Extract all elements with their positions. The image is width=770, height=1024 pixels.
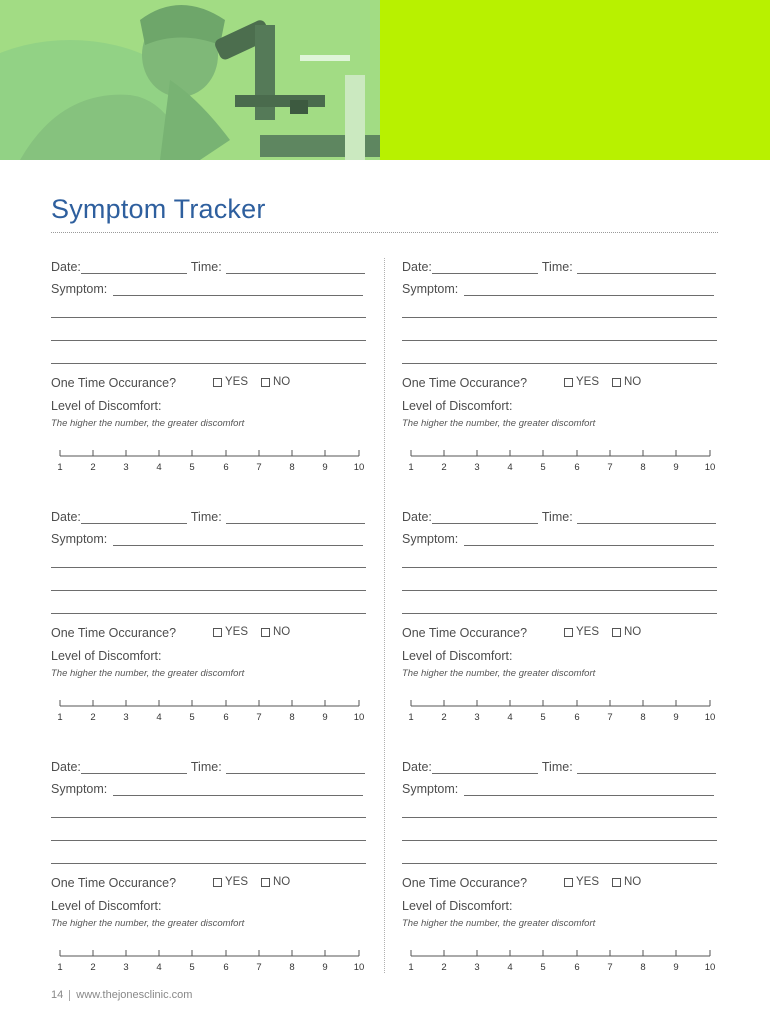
time-label: Time:	[190, 760, 222, 774]
scale-number[interactable]: 2	[441, 962, 447, 973]
scale-number[interactable]: 5	[540, 462, 546, 473]
scale-number[interactable]: 10	[353, 462, 365, 473]
symptom-field[interactable]	[464, 782, 714, 796]
time-label: Time:	[541, 510, 573, 524]
page-number: 14	[51, 989, 64, 1001]
discomfort-scale[interactable]	[402, 445, 717, 475]
scale-number[interactable]: 5	[540, 962, 546, 973]
scale-number[interactable]: 3	[123, 962, 129, 973]
scale-number[interactable]: 10	[704, 712, 716, 723]
scale-number[interactable]: 7	[607, 712, 613, 723]
footer-url[interactable]: www.thejonesclinic.com	[76, 989, 193, 1001]
time-label: Time:	[541, 260, 573, 274]
title-divider	[51, 232, 718, 233]
date-field[interactable]	[81, 260, 187, 274]
occurrence-label: One Time Occurance?	[51, 626, 177, 640]
no-label: NO	[624, 626, 642, 638]
scale-number[interactable]: 10	[704, 462, 716, 473]
page-footer	[51, 989, 192, 1001]
no-label: NO	[624, 876, 642, 888]
scale-number[interactable]: 4	[156, 962, 162, 973]
scale-number[interactable]: 1	[57, 962, 63, 973]
discomfort-label: Level of Discomfort:	[402, 399, 513, 413]
scale-number[interactable]: 5	[189, 462, 195, 473]
yes-option[interactable]	[213, 876, 248, 888]
header-banner	[0, 0, 770, 160]
time-field[interactable]	[226, 510, 365, 524]
symptom-notes-line[interactable]	[51, 567, 366, 568]
symptom-label: Symptom:	[51, 782, 108, 796]
scale-number[interactable]: 2	[90, 712, 96, 723]
time-field[interactable]	[577, 760, 716, 774]
scale-number[interactable]: 7	[607, 962, 613, 973]
symptom-field[interactable]	[464, 282, 714, 296]
column-divider	[384, 258, 385, 973]
symptom-entry	[51, 760, 366, 980]
symptom-notes-line[interactable]	[402, 567, 717, 568]
no-checkbox[interactable]	[612, 878, 621, 887]
scale-number[interactable]: 8	[640, 462, 646, 473]
yes-checkbox[interactable]	[213, 628, 222, 637]
symptom-notes-line[interactable]	[402, 363, 717, 364]
scale-number[interactable]: 7	[607, 462, 613, 473]
scale-number[interactable]: 1	[408, 962, 414, 973]
scale-number[interactable]: 5	[540, 712, 546, 723]
date-field[interactable]	[432, 510, 538, 524]
occurrence-row	[51, 376, 366, 392]
discomfort-hint: The higher the number, the greater discomfort	[402, 418, 596, 429]
date-label: Date:	[51, 760, 81, 774]
scale-number[interactable]: 3	[474, 462, 480, 473]
symptom-label: Symptom:	[51, 282, 108, 296]
discomfort-scale[interactable]	[51, 695, 366, 725]
scale-number[interactable]: 6	[574, 712, 580, 723]
discomfort-scale[interactable]	[402, 945, 717, 975]
scale-number[interactable]: 9	[322, 462, 328, 473]
symptom-field[interactable]	[464, 532, 714, 546]
scale-number[interactable]: 1	[57, 712, 63, 723]
date-label: Date:	[402, 260, 432, 274]
no-label: NO	[273, 876, 291, 888]
scale-number[interactable]: 8	[640, 962, 646, 973]
scale-number[interactable]: 5	[189, 962, 195, 973]
discomfort-hint: The higher the number, the greater discomfort	[402, 918, 596, 929]
yes-label: YES	[225, 876, 249, 888]
symptom-notes-line[interactable]	[402, 613, 717, 614]
yes-option[interactable]	[213, 626, 248, 638]
scale-number[interactable]: 9	[673, 962, 679, 973]
scale-number[interactable]: 10	[353, 712, 365, 723]
scale-number[interactable]: 1	[408, 712, 414, 723]
symptom-notes-line[interactable]	[51, 340, 366, 341]
scale-number[interactable]: 3	[123, 712, 129, 723]
scale-number[interactable]: 4	[507, 462, 513, 473]
footer-separator	[69, 990, 70, 1001]
time-label: Time:	[190, 260, 222, 274]
symptom-label: Symptom:	[402, 532, 459, 546]
scale-number[interactable]: 3	[474, 962, 480, 973]
occurrence-row	[51, 626, 366, 642]
symptom-entry	[51, 510, 366, 730]
date-label: Date:	[402, 510, 432, 524]
occurrence-label: One Time Occurance?	[402, 626, 528, 640]
no-label: NO	[624, 376, 642, 388]
discomfort-hint: The higher the number, the greater discomfort	[51, 668, 245, 679]
symptom-entry	[402, 260, 717, 480]
scale-number[interactable]: 9	[673, 712, 679, 723]
yes-option[interactable]	[564, 626, 599, 638]
yes-checkbox[interactable]	[564, 628, 573, 637]
date-field[interactable]	[81, 760, 187, 774]
no-option[interactable]	[261, 876, 290, 888]
no-checkbox[interactable]	[261, 628, 270, 637]
occurrence-row	[402, 626, 717, 642]
yes-option[interactable]	[564, 876, 599, 888]
no-option[interactable]	[612, 626, 641, 638]
time-field[interactable]	[226, 760, 365, 774]
yes-option[interactable]	[564, 376, 599, 388]
no-option[interactable]	[612, 376, 641, 388]
yes-label: YES	[225, 376, 249, 388]
occurrence-label: One Time Occurance?	[402, 376, 528, 390]
symptom-notes-line[interactable]	[402, 340, 717, 341]
date-label: Date:	[51, 510, 81, 524]
scale-number[interactable]: 7	[256, 462, 262, 473]
scientist-microscope-photo	[0, 0, 380, 160]
discomfort-label: Level of Discomfort:	[402, 899, 513, 913]
symptom-label: Symptom:	[51, 532, 108, 546]
scale-number[interactable]: 3	[123, 462, 129, 473]
yes-checkbox[interactable]	[213, 878, 222, 887]
no-option[interactable]	[261, 376, 290, 388]
symptom-notes-line[interactable]	[402, 863, 717, 864]
symptom-notes-line[interactable]	[51, 317, 366, 318]
discomfort-scale[interactable]	[402, 695, 717, 725]
symptom-field[interactable]	[113, 532, 363, 546]
scale-number[interactable]: 8	[289, 962, 295, 973]
symptom-notes-line[interactable]	[51, 863, 366, 864]
scale-number[interactable]: 4	[507, 962, 513, 973]
scale-number[interactable]: 4	[156, 712, 162, 723]
discomfort-hint: The higher the number, the greater discomfort	[402, 668, 596, 679]
symptom-notes-line[interactable]	[51, 613, 366, 614]
scale-number[interactable]: 10	[353, 962, 365, 973]
no-checkbox[interactable]	[612, 628, 621, 637]
time-field[interactable]	[577, 260, 716, 274]
occurrence-label: One Time Occurance?	[51, 876, 177, 890]
symptom-field[interactable]	[113, 282, 363, 296]
no-checkbox[interactable]	[261, 378, 270, 387]
no-option[interactable]	[612, 876, 641, 888]
scale-number[interactable]: 6	[223, 712, 229, 723]
time-label: Time:	[541, 760, 573, 774]
symptom-notes-line[interactable]	[402, 317, 717, 318]
discomfort-hint: The higher the number, the greater discomfort	[51, 418, 245, 429]
scale-number[interactable]: 10	[704, 962, 716, 973]
discomfort-label: Level of Discomfort:	[51, 649, 162, 663]
no-label: NO	[273, 376, 291, 388]
time-label: Time:	[190, 510, 222, 524]
scale-number[interactable]: 7	[256, 712, 262, 723]
time-field[interactable]	[226, 260, 365, 274]
scale-number[interactable]: 6	[574, 962, 580, 973]
yes-label: YES	[576, 376, 600, 388]
occurrence-label: One Time Occurance?	[402, 876, 528, 890]
yes-checkbox[interactable]	[564, 378, 573, 387]
scale-number[interactable]: 8	[640, 712, 646, 723]
symptom-notes-line[interactable]	[51, 817, 366, 818]
occurrence-row	[402, 376, 717, 392]
scale-number[interactable]: 3	[474, 712, 480, 723]
scale-number[interactable]: 8	[289, 712, 295, 723]
symptom-notes-line[interactable]	[402, 817, 717, 818]
discomfort-scale[interactable]	[51, 445, 366, 475]
occurrence-label: One Time Occurance?	[51, 376, 177, 390]
scale-number[interactable]: 8	[289, 462, 295, 473]
yes-label: YES	[576, 626, 600, 638]
yes-checkbox[interactable]	[564, 878, 573, 887]
scale-number[interactable]: 6	[574, 462, 580, 473]
scale-number[interactable]: 7	[256, 962, 262, 973]
symptom-entry	[402, 760, 717, 980]
scale-number[interactable]: 4	[156, 462, 162, 473]
scale-number[interactable]: 6	[223, 462, 229, 473]
yes-checkbox[interactable]	[213, 378, 222, 387]
discomfort-label: Level of Discomfort:	[51, 899, 162, 913]
scale-number[interactable]: 2	[441, 462, 447, 473]
yes-label: YES	[576, 876, 600, 888]
symptom-entry	[402, 510, 717, 730]
discomfort-label: Level of Discomfort:	[402, 649, 513, 663]
discomfort-label: Level of Discomfort:	[51, 399, 162, 413]
scale-number[interactable]: 2	[90, 462, 96, 473]
scale-number[interactable]: 9	[322, 712, 328, 723]
no-option[interactable]	[261, 626, 290, 638]
symptom-notes-line[interactable]	[51, 840, 366, 841]
symptom-label: Symptom:	[402, 282, 459, 296]
date-field[interactable]	[432, 260, 538, 274]
no-label: NO	[273, 626, 291, 638]
time-field[interactable]	[577, 510, 716, 524]
no-checkbox[interactable]	[261, 878, 270, 887]
date-label: Date:	[51, 260, 81, 274]
occurrence-row	[51, 876, 366, 892]
symptom-notes-line[interactable]	[402, 840, 717, 841]
scale-number[interactable]: 2	[90, 962, 96, 973]
date-field[interactable]	[432, 760, 538, 774]
symptom-notes-line[interactable]	[51, 363, 366, 364]
scale-number[interactable]: 1	[408, 462, 414, 473]
symptom-field[interactable]	[113, 782, 363, 796]
scale-number[interactable]: 1	[57, 462, 63, 473]
discomfort-hint: The higher the number, the greater discomfort	[51, 918, 245, 929]
occurrence-row	[402, 876, 717, 892]
scale-number[interactable]: 4	[507, 712, 513, 723]
scale-number[interactable]: 5	[189, 712, 195, 723]
symptom-entry	[51, 260, 366, 480]
discomfort-scale[interactable]	[51, 945, 366, 975]
scale-number[interactable]: 2	[441, 712, 447, 723]
no-checkbox[interactable]	[612, 378, 621, 387]
symptom-notes-line[interactable]	[51, 590, 366, 591]
scale-number[interactable]: 6	[223, 962, 229, 973]
page-title: Symptom Tracker	[51, 194, 266, 224]
scale-number[interactable]: 9	[673, 462, 679, 473]
yes-option[interactable]	[213, 376, 248, 388]
symptom-notes-line[interactable]	[402, 590, 717, 591]
date-field[interactable]	[81, 510, 187, 524]
symptom-label: Symptom:	[402, 782, 459, 796]
scale-number[interactable]: 9	[322, 962, 328, 973]
date-label: Date:	[402, 760, 432, 774]
yes-label: YES	[225, 626, 249, 638]
